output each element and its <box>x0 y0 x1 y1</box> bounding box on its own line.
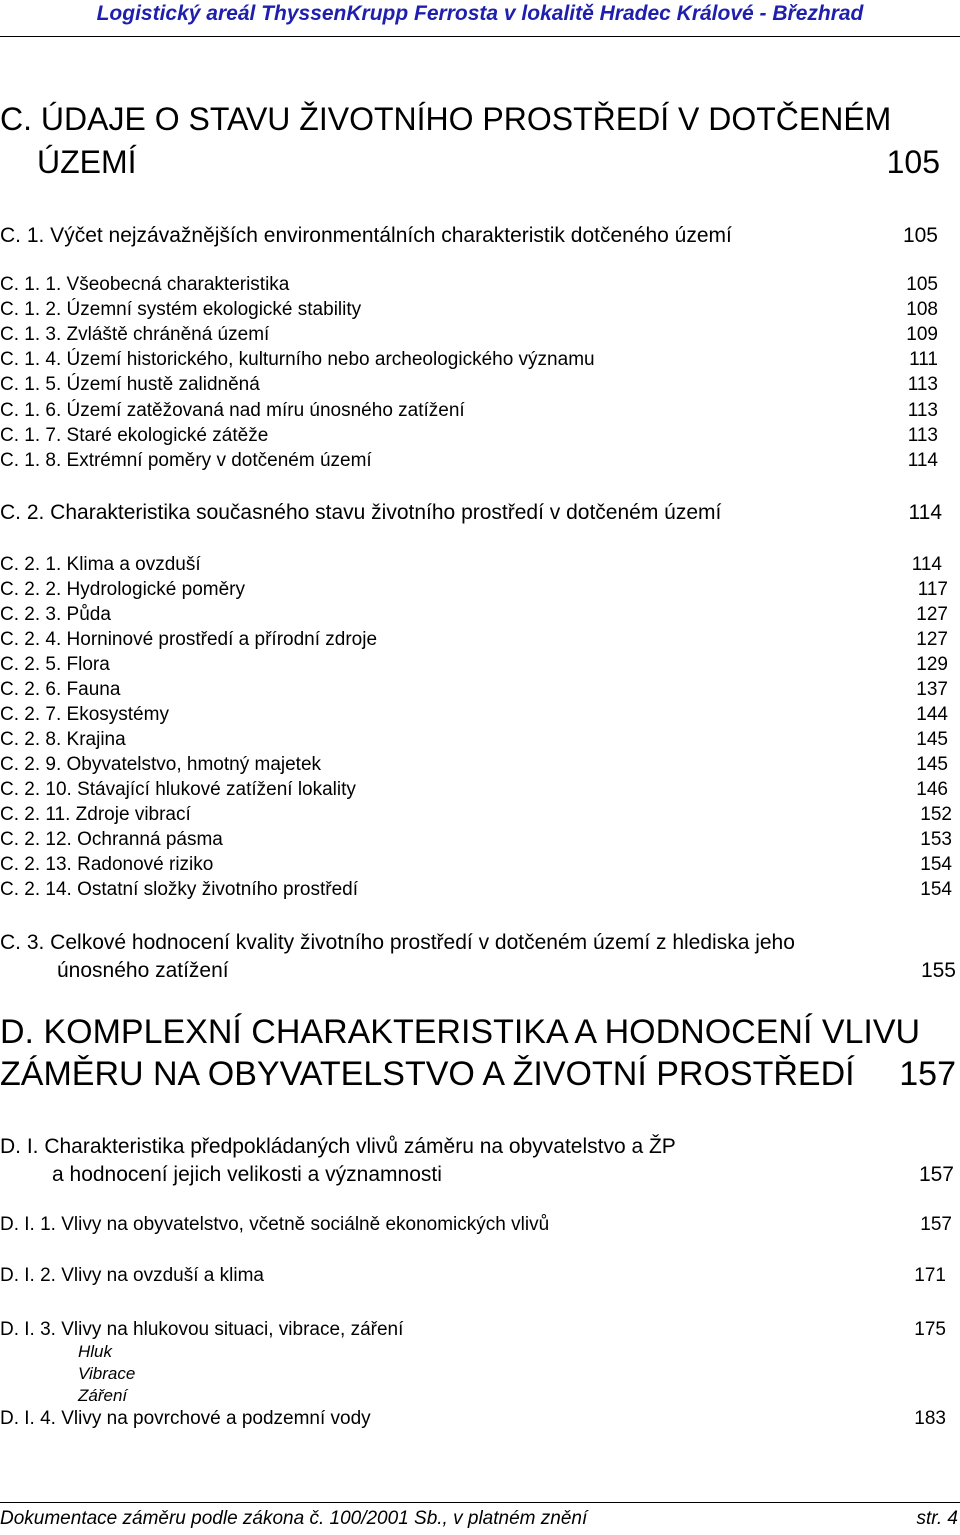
toc-c1-page: 105 <box>902 224 938 247</box>
toc-d1-line1: D. I. Charakteristika předpokládaných vlivů záměru na obyvatelstvo a ŽP <box>0 1135 676 1158</box>
toc-d1-3-sub: Hluk <box>78 1342 113 1361</box>
toc-d1-3: D. I. 3. Vlivy na hlukovou situaci, vibrace, záření <box>0 1319 404 1340</box>
toc-c3-line1: C. 3. Celkové hodnocení kvality životního prostředí v dotčeném území z hlediska jeho <box>0 931 795 954</box>
toc-item: C. 1. 6. Území zatěžovaná nad míru únosného zatížení <box>0 400 465 421</box>
toc-item-page: 152 <box>920 804 952 825</box>
toc-d1-line2: a hodnocení jejich velikosti a významnosti <box>52 1163 442 1186</box>
toc-item-page: 137 <box>916 679 948 700</box>
header-divider <box>0 36 960 37</box>
toc-d1-3-sub: Vibrace <box>78 1364 136 1383</box>
toc-item: C. 2. 1. Klima a ovzduší <box>0 554 201 575</box>
toc-item: C. 1. 8. Extrémní poměry v dotčeném území <box>0 450 372 471</box>
toc-item: C. 2. 6. Fauna <box>0 679 121 700</box>
toc-item: C. 1. 5. Území hustě zalidněná <box>0 374 260 395</box>
toc-item-page: 129 <box>916 654 948 675</box>
toc-item: C. 2. 5. Flora <box>0 654 110 675</box>
toc-item-page: 111 <box>909 349 938 370</box>
footer-divider <box>0 1502 960 1503</box>
toc-item-page: 127 <box>916 604 948 625</box>
toc-item-page: 109 <box>906 324 938 345</box>
toc-item: C. 1. 2. Územní systém ekologické stability <box>0 299 362 320</box>
toc-d1-2-page: 171 <box>914 1265 946 1286</box>
toc-item: C. 2. 2. Hydrologické poměry <box>0 579 245 600</box>
toc-item-page: 114 <box>907 450 938 471</box>
toc-item-page: 105 <box>906 274 938 295</box>
toc-d1-4: D. I. 4. Vlivy na povrchové a podzemní vody <box>0 1408 371 1429</box>
toc-item: C. 1. 4. Území historického, kulturního nebo archeologického významu <box>0 349 595 370</box>
toc-d1-4-page: 183 <box>914 1408 946 1429</box>
toc-item-page: 127 <box>916 629 948 650</box>
toc-item: C. 2. 11. Zdroje vibrací <box>0 804 191 825</box>
toc-c2: C. 2. Charakteristika současného stavu životního prostředí v dotčeném území <box>0 501 722 524</box>
toc-item-page: 145 <box>916 729 948 750</box>
toc-item: C. 2. 13. Radonové riziko <box>0 854 214 875</box>
section-d-title-line1: D. KOMPLEXNÍ CHARAKTERISTIKA A HODNOCENÍ VLIVU <box>0 1013 921 1051</box>
toc-d1-2: D. I. 2. Vlivy na ovzduší a klima <box>0 1265 264 1286</box>
section-d-title-line2: ZÁMĚRU NA OBYVATELSTVO A ŽIVOTNÍ PROSTŘEDÍ <box>0 1055 855 1093</box>
toc-item-page: 144 <box>916 704 948 725</box>
section-c-title-line2: ÚZEMÍ <box>37 144 137 180</box>
toc-item: C. 2. 10. Stávající hlukové zatížení lokality <box>0 779 356 800</box>
toc-c2-page: 114 <box>908 501 942 524</box>
toc-item: C. 2. 3. Půda <box>0 604 111 625</box>
toc-item-page: 113 <box>907 425 938 446</box>
toc-item: C. 2. 12. Ochranná pásma <box>0 829 223 850</box>
toc-c1: C. 1. Výčet nejzávažnějších environmentálních charakteristik dotčeného území <box>0 224 732 247</box>
section-d-page: 157 <box>899 1055 956 1093</box>
document-header: Logistický areál ThyssenKrupp Ferrosta v lokalitě Hradec Králové - Březhrad <box>96 2 864 25</box>
toc-d1-1: D. I. 1. Vlivy na obyvatelstvo, včetně sociálně ekonomických vlivů <box>0 1214 550 1235</box>
toc-c3-line2: únosného zatížení <box>57 959 229 982</box>
toc-item: C. 2. 8. Krajina <box>0 729 126 750</box>
toc-item: C. 2. 4. Horninové prostředí a přírodní zdroje <box>0 629 378 650</box>
toc-item-page: 113 <box>907 400 938 421</box>
toc-d1-3-sub: Záření <box>78 1386 128 1405</box>
toc-item-page: 145 <box>916 754 948 775</box>
toc-item-page: 113 <box>907 374 938 395</box>
toc-item-page: 114 <box>911 554 942 575</box>
toc-item: C. 1. 1. Všeobecná charakteristika <box>0 274 290 295</box>
toc-d1-page: 157 <box>918 1163 954 1186</box>
footer-page: str. 4 <box>916 1508 958 1529</box>
toc-item-page: 154 <box>920 854 952 875</box>
toc-item-page: 153 <box>920 829 952 850</box>
toc-item: C. 1. 3. Zvláště chráněná území <box>0 324 270 345</box>
toc-item: C. 2. 14. Ostatní složky životního prostředí <box>0 879 358 900</box>
section-c-title-line1: C. ÚDAJE O STAVU ŽIVOTNÍHO PROSTŘEDÍ V DOTČENÉM <box>0 101 892 137</box>
toc-item: C. 2. 9. Obyvatelstvo, hmotný majetek <box>0 754 322 775</box>
toc-d1-1-page: 157 <box>920 1214 952 1235</box>
toc-item-page: 108 <box>906 299 938 320</box>
section-c-page: 105 <box>886 144 940 180</box>
toc-item-page: 146 <box>916 779 948 800</box>
toc-c3-page: 155 <box>920 959 956 982</box>
toc-item-page: 117 <box>917 579 948 600</box>
toc-item: C. 2. 7. Ekosystémy <box>0 704 169 725</box>
toc-item: C. 1. 7. Staré ekologické zátěže <box>0 425 269 446</box>
toc-item-page: 154 <box>920 879 952 900</box>
toc-d1-3-page: 175 <box>914 1319 946 1340</box>
footer-text: Dokumentace záměru podle zákona č. 100/2001 Sb., v platném znění <box>0 1508 588 1529</box>
